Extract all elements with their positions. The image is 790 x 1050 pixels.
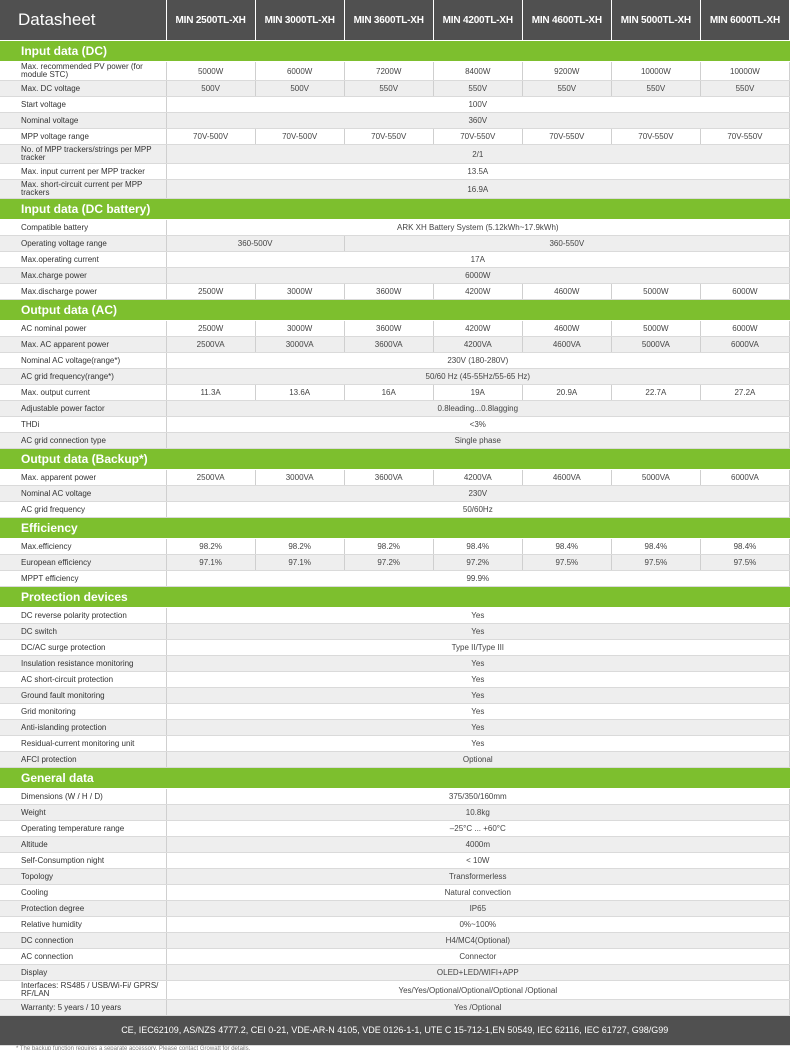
spec-label: Protection degree (0, 901, 166, 917)
spec-label: DC reverse polarity protection (0, 608, 166, 624)
spec-value: 8400W (433, 62, 522, 81)
spec-value: 70V-550V (611, 129, 700, 145)
spec-value: 98.4% (433, 539, 522, 555)
spec-label: MPP voltage range (0, 129, 166, 145)
spec-value: 6000VA (700, 470, 789, 486)
spec-value: 2500VA (166, 337, 255, 353)
spec-value: Yes (166, 672, 789, 688)
spec-label: Interfaces: RS485 / USB/Wi-Fi/ GPRS/ RF/LAN (0, 981, 166, 1000)
spec-value: 16A (344, 385, 433, 401)
spec-row-dc-connection (0, 933, 790, 949)
spec-row-nominal-ac-voltage-range (0, 353, 790, 369)
spec-row-weight (0, 805, 790, 821)
spec-row-nominal-ac-voltage (0, 486, 790, 502)
section-title: Output data (AC) (0, 300, 790, 321)
spec-value: Optional (166, 752, 789, 768)
spec-value: 375/350/160mm (166, 789, 789, 805)
spec-label: Max. input current per MPP tracker (0, 164, 166, 180)
spec-value: –25°C ... +60°C (166, 821, 789, 837)
spec-label: Nominal AC voltage (0, 486, 166, 502)
spec-value: 70V-550V (344, 129, 433, 145)
spec-value: 4600W (522, 321, 611, 337)
spec-label: Relative humidity (0, 917, 166, 933)
spec-row-dc-ac-surge-protection (0, 640, 790, 656)
spec-value: 360-550V (344, 236, 789, 252)
spec-row-ac-short-circuit-protection (0, 672, 790, 688)
spec-label: Operating voltage range (0, 236, 166, 252)
spec-label: Self-Consumption night (0, 853, 166, 869)
spec-label: Max.charge power (0, 268, 166, 284)
spec-value: 360-500V (166, 236, 344, 252)
model-header-min-5000tl-xh: MIN 5000TL-XH (611, 0, 700, 41)
section-header-input-data-dc-battery (0, 199, 790, 220)
spec-label: AC short-circuit protection (0, 672, 166, 688)
spec-label: Altitude (0, 837, 166, 853)
spec-label: Adjustable power factor (0, 401, 166, 417)
spec-value: Single phase (166, 433, 789, 449)
spec-value: 360V (166, 113, 789, 129)
certifications-text: CE, IEC62109, AS/NZS 4777.2, CEI 0-21, VDE-AR-N 4105, VDE 0126-1-1, UTE C 15-712-1,EN 50549, IEC 62116, IEC 61727, G98/G99 (0, 1016, 790, 1046)
spec-row-dimensions-w-h-d (0, 789, 790, 805)
spec-value: 70V-550V (522, 129, 611, 145)
spec-label: AFCI protection (0, 752, 166, 768)
spec-value: 13.5A (166, 164, 789, 180)
spec-value: 70V-550V (700, 129, 789, 145)
spec-row-max-discharge-power (0, 284, 790, 300)
spec-label: Anti-islanding protection (0, 720, 166, 736)
spec-row-grid-monitoring (0, 704, 790, 720)
spec-label: Grid monitoring (0, 704, 166, 720)
spec-row-cooling (0, 885, 790, 901)
spec-value: 7200W (344, 62, 433, 81)
spec-label: Max. recommended PV power (for module STC) (0, 62, 166, 81)
spec-value: 97.5% (700, 555, 789, 571)
spec-row-max-efficiency (0, 539, 790, 555)
spec-value: Transformerless (166, 869, 789, 885)
spec-value: 4200W (433, 321, 522, 337)
section-title: General data (0, 768, 790, 789)
spec-row-nominal-voltage (0, 113, 790, 129)
spec-label: AC grid frequency(range*) (0, 369, 166, 385)
spec-value: 6000W (700, 321, 789, 337)
spec-value: 5000VA (611, 337, 700, 353)
spec-label: DC connection (0, 933, 166, 949)
spec-value: 6000W (166, 268, 789, 284)
spec-value: 4000m (166, 837, 789, 853)
spec-label: Ground fault monitoring (0, 688, 166, 704)
spec-row-max-ac-apparent-power (0, 337, 790, 353)
model-header-min-3000tl-xh: MIN 3000TL-XH (255, 0, 344, 41)
spec-row-max-apparent-power (0, 470, 790, 486)
spec-value: Yes (166, 656, 789, 672)
spec-value: 11.3A (166, 385, 255, 401)
spec-label: Cooling (0, 885, 166, 901)
spec-row-compatible-battery (0, 220, 790, 236)
spec-row-operating-temperature-range (0, 821, 790, 837)
section-title: Protection devices (0, 587, 790, 608)
spec-row-mpp-voltage-range (0, 129, 790, 145)
spec-value: 50/60 Hz (45-55Hz/55-65 Hz) (166, 369, 789, 385)
spec-value: 98.4% (611, 539, 700, 555)
spec-value: 6000W (700, 284, 789, 300)
spec-label: DC switch (0, 624, 166, 640)
spec-label: Topology (0, 869, 166, 885)
spec-value: Yes (166, 688, 789, 704)
section-title: Output data (Backup*) (0, 449, 790, 470)
spec-value: Yes/Yes/Optional/Optional/Optional /Optional (166, 981, 789, 1000)
spec-value: 5000W (166, 62, 255, 81)
spec-value: 4200W (433, 284, 522, 300)
spec-label: THDi (0, 417, 166, 433)
spec-value: 4200VA (433, 337, 522, 353)
spec-row-max-recommended-pv-power-for-module-stc (0, 62, 790, 81)
spec-label: Insulation resistance monitoring (0, 656, 166, 672)
spec-value: 4600VA (522, 470, 611, 486)
spec-value: 97.5% (522, 555, 611, 571)
spec-value: 2500W (166, 284, 255, 300)
spec-value: Yes (166, 608, 789, 624)
spec-value: Yes /Optional (166, 1000, 789, 1016)
spec-row-display (0, 965, 790, 981)
spec-row-adjustable-power-factor (0, 401, 790, 417)
spec-value: 3000W (255, 321, 344, 337)
spec-value: 10000W (700, 62, 789, 81)
spec-value: 3000VA (255, 337, 344, 353)
spec-label: Max.operating current (0, 252, 166, 268)
section-header-general-data (0, 768, 790, 789)
spec-value: 0.8leading...0.8lagging (166, 401, 789, 417)
spec-row-ac-grid-frequency (0, 502, 790, 518)
spec-value: 3600W (344, 284, 433, 300)
spec-label: Start voltage (0, 97, 166, 113)
spec-value: 97.2% (433, 555, 522, 571)
spec-value: 4600VA (522, 337, 611, 353)
spec-row-altitude (0, 837, 790, 853)
spec-row-mppt-efficiency (0, 571, 790, 587)
spec-value: <3% (166, 417, 789, 433)
model-header-min-3600tl-xh: MIN 3600TL-XH (344, 0, 433, 41)
spec-row-dc-switch (0, 624, 790, 640)
spec-label: AC grid connection type (0, 433, 166, 449)
spec-value: 27.2A (700, 385, 789, 401)
spec-label: Max. output current (0, 385, 166, 401)
spec-label: AC grid frequency (0, 502, 166, 518)
spec-value: 97.2% (344, 555, 433, 571)
spec-row-ac-nominal-power (0, 321, 790, 337)
spec-row-protection-degree (0, 901, 790, 917)
spec-value: 70V-500V (255, 129, 344, 145)
spec-value: 98.2% (166, 539, 255, 555)
spec-value: 230V (180-280V) (166, 353, 789, 369)
spec-row-insulation-resistance-monitoring (0, 656, 790, 672)
spec-label: Display (0, 965, 166, 981)
spec-value: 2/1 (166, 145, 789, 164)
spec-value: 50/60Hz (166, 502, 789, 518)
spec-label: Max. apparent power (0, 470, 166, 486)
section-header-protection-devices (0, 587, 790, 608)
spec-value: 98.4% (522, 539, 611, 555)
spec-value: 6000VA (700, 337, 789, 353)
spec-row-max-operating-current (0, 252, 790, 268)
spec-row-afci-protection (0, 752, 790, 768)
model-header-min-4200tl-xh: MIN 4200TL-XH (433, 0, 522, 41)
spec-value: 500V (166, 81, 255, 97)
section-title: Input data (DC battery) (0, 199, 790, 220)
spec-value: 5000W (611, 284, 700, 300)
spec-row-self-consumption-night (0, 853, 790, 869)
spec-row-start-voltage (0, 97, 790, 113)
spec-label: European efficiency (0, 555, 166, 571)
spec-label: Nominal AC voltage(range*) (0, 353, 166, 369)
spec-value: < 10W (166, 853, 789, 869)
spec-label: Operating temperature range (0, 821, 166, 837)
spec-row-ac-connection (0, 949, 790, 965)
spec-label: AC nominal power (0, 321, 166, 337)
spec-value: 97.1% (255, 555, 344, 571)
spec-row-max-charge-power (0, 268, 790, 284)
section-header-efficiency (0, 518, 790, 539)
spec-label: Residual-current monitoring unit (0, 736, 166, 752)
spec-value: 4600W (522, 284, 611, 300)
spec-value: 99.9% (166, 571, 789, 587)
spec-value: 70V-550V (433, 129, 522, 145)
spec-label: Max. short-circuit current per MPP trackers (0, 180, 166, 199)
spec-value: Yes (166, 736, 789, 752)
spec-row-anti-islanding-protection (0, 720, 790, 736)
spec-value: Type II/Type III (166, 640, 789, 656)
cutoff-footnote: * The backup function requires a separate accessory. Please contact Growatt for details. (16, 1046, 251, 1050)
spec-row-ground-fault-monitoring (0, 688, 790, 704)
section-title: Input data (DC) (0, 41, 790, 62)
spec-label: Max. AC apparent power (0, 337, 166, 353)
spec-value: 3600VA (344, 337, 433, 353)
spec-value: IP65 (166, 901, 789, 917)
spec-row-operating-voltage-range (0, 236, 790, 252)
model-header-min-6000tl-xh: MIN 6000TL-XH (700, 0, 789, 41)
section-header-output-data-backup (0, 449, 790, 470)
spec-row-european-efficiency (0, 555, 790, 571)
spec-label: Nominal voltage (0, 113, 166, 129)
spec-value: 10000W (611, 62, 700, 81)
spec-value: Yes (166, 624, 789, 640)
spec-row-max-dc-voltage (0, 81, 790, 97)
spec-row-relative-humidity (0, 917, 790, 933)
spec-value: 13.6A (255, 385, 344, 401)
section-header-output-data-ac (0, 300, 790, 321)
spec-value: 100V (166, 97, 789, 113)
spec-label: MPPT efficiency (0, 571, 166, 587)
spec-value: 550V (433, 81, 522, 97)
spec-value: 2500VA (166, 470, 255, 486)
spec-value: 9200W (522, 62, 611, 81)
datasheet-title: Datasheet (0, 0, 166, 41)
spec-row-interfaces-rs485-usb-wi-fi-gprs-rf-lan (0, 981, 790, 1000)
spec-value: 550V (700, 81, 789, 97)
model-header-min-2500tl-xh: MIN 2500TL-XH (166, 0, 255, 41)
spec-value: 6000W (255, 62, 344, 81)
spec-value: 5000VA (611, 470, 700, 486)
certifications-row (0, 1016, 790, 1046)
spec-value: H4/MC4(Optional) (166, 933, 789, 949)
spec-value: 19A (433, 385, 522, 401)
spec-label: Max. DC voltage (0, 81, 166, 97)
spec-value: OLED+LED/WIFI+APP (166, 965, 789, 981)
spec-value: 3600W (344, 321, 433, 337)
spec-value: 70V-500V (166, 129, 255, 145)
spec-value: 550V (344, 81, 433, 97)
spec-value: 230V (166, 486, 789, 502)
spec-value: ARK XH Battery System (5.12kWh~17.9kWh) (166, 220, 789, 236)
spec-row-ac-grid-connection-type (0, 433, 790, 449)
spec-value: 3000VA (255, 470, 344, 486)
spec-row-max-output-current (0, 385, 790, 401)
spec-value: 5000W (611, 321, 700, 337)
spec-row-warranty-5-years-10-years (0, 1000, 790, 1016)
spec-label: Dimensions (W / H / D) (0, 789, 166, 805)
spec-value: 97.5% (611, 555, 700, 571)
spec-value: 98.4% (700, 539, 789, 555)
model-header-min-4600tl-xh: MIN 4600TL-XH (522, 0, 611, 41)
spec-value: Natural convection (166, 885, 789, 901)
spec-value: 22.7A (611, 385, 700, 401)
spec-row-topology (0, 869, 790, 885)
spec-value: 3000W (255, 284, 344, 300)
spec-value: 4200VA (433, 470, 522, 486)
spec-value: 16.9A (166, 180, 789, 199)
spec-value: 0%~100% (166, 917, 789, 933)
spec-value: Yes (166, 720, 789, 736)
spec-value: Yes (166, 704, 789, 720)
spec-row-max-input-current-per-mpp-tracker (0, 164, 790, 180)
spec-row-thdi (0, 417, 790, 433)
spec-value: 20.9A (522, 385, 611, 401)
spec-row-ac-grid-frequency-range (0, 369, 790, 385)
spec-value: 10.8kg (166, 805, 789, 821)
spec-value: 3600VA (344, 470, 433, 486)
section-title: Efficiency (0, 518, 790, 539)
spec-value: 550V (522, 81, 611, 97)
spec-value: 500V (255, 81, 344, 97)
spec-row-max-short-circuit-current-per-mpp-trackers (0, 180, 790, 199)
spec-label: Max.discharge power (0, 284, 166, 300)
header-row (0, 0, 790, 41)
spec-label: Warranty: 5 years / 10 years (0, 1000, 166, 1016)
spec-label: DC/AC surge protection (0, 640, 166, 656)
spec-label: Compatible battery (0, 220, 166, 236)
spec-label: No. of MPP trackers/strings per MPP tracker (0, 145, 166, 164)
section-header-input-data-dc (0, 41, 790, 62)
spec-value: 97.1% (166, 555, 255, 571)
spec-row-no-of-mpp-trackers-strings-per-mpp-tracker (0, 145, 790, 164)
spec-value: 98.2% (255, 539, 344, 555)
spec-label: Max.efficiency (0, 539, 166, 555)
spec-label: Weight (0, 805, 166, 821)
spec-value: 2500W (166, 321, 255, 337)
spec-value: Connector (166, 949, 789, 965)
spec-row-residual-current-monitoring-unit (0, 736, 790, 752)
spec-row-dc-reverse-polarity-protection (0, 608, 790, 624)
spec-label: AC connection (0, 949, 166, 965)
spec-value: 17A (166, 252, 789, 268)
spec-value: 550V (611, 81, 700, 97)
spec-value: 98.2% (344, 539, 433, 555)
